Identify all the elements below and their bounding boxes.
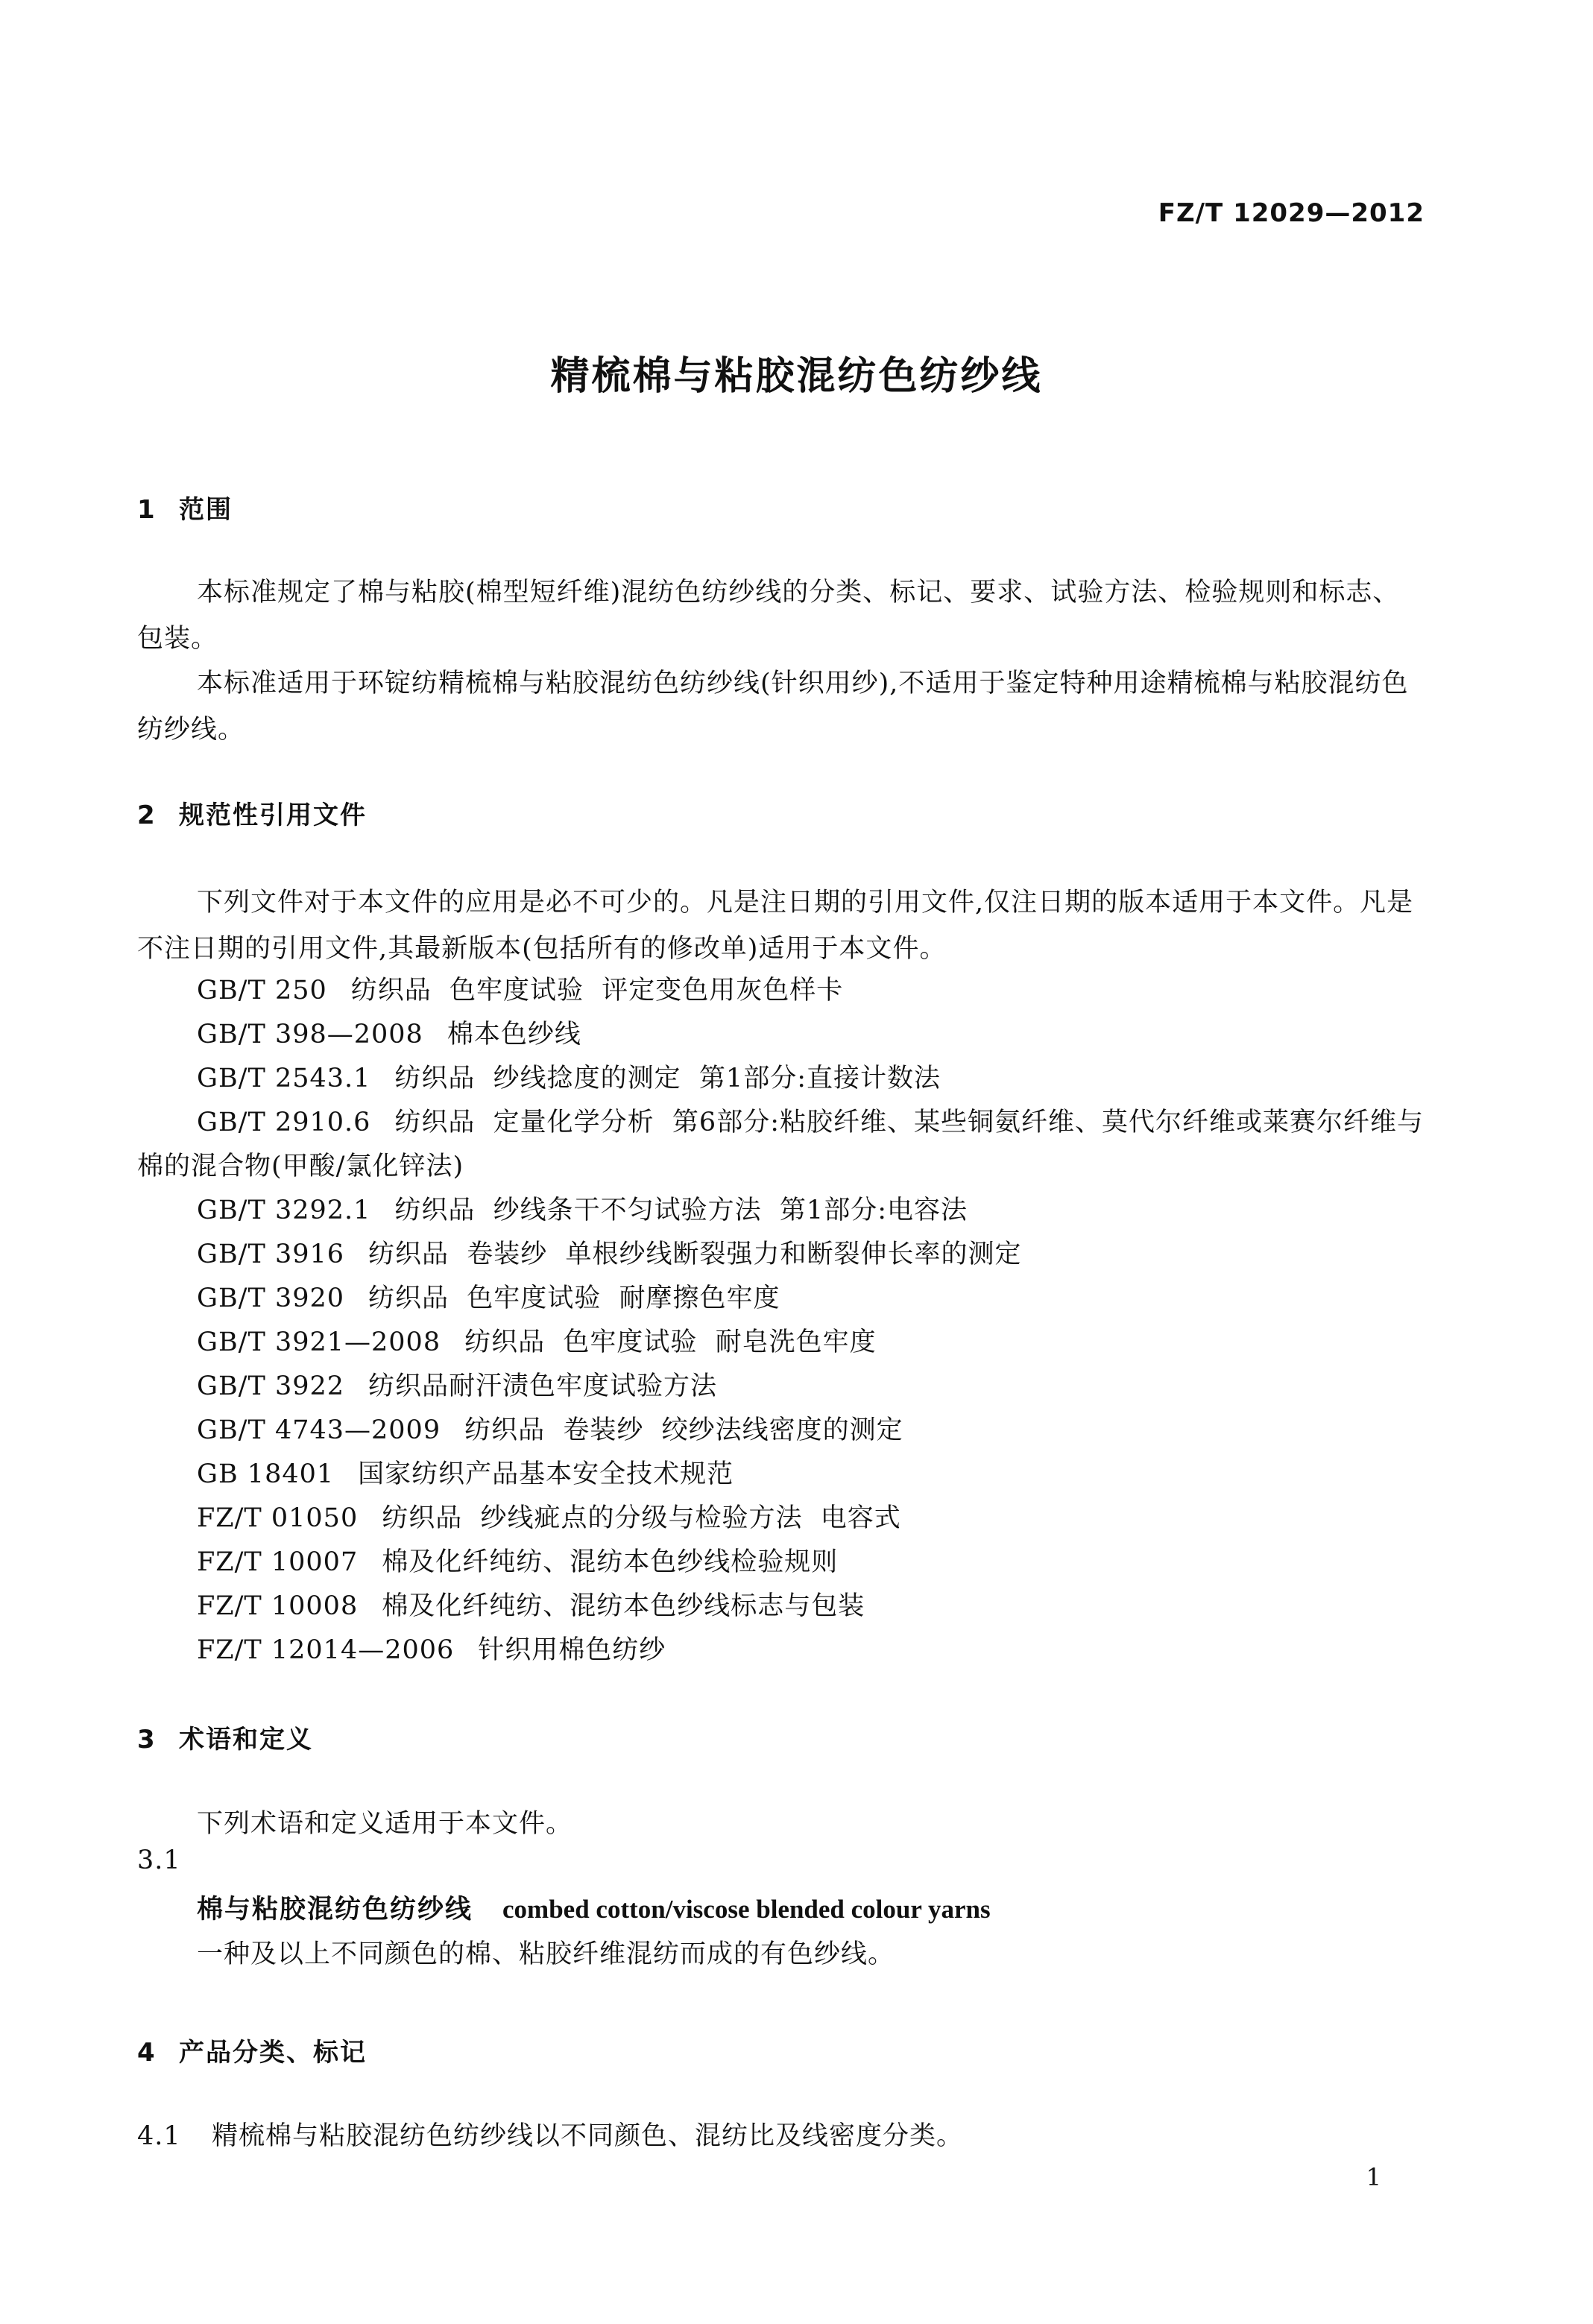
reference-item	[137, 1189, 1425, 1233]
standard-code: FZ/T 12029—2012	[1158, 198, 1425, 228]
reference-item	[137, 1497, 1425, 1541]
reference-title: 纺织品 纱线条干不匀试验方法 第1部分:电容法	[394, 1196, 968, 1225]
reference-title: 国家纺织产品基本安全技术规范	[358, 1459, 734, 1489]
reference-code: FZ/T 10008	[197, 1591, 359, 1621]
reference-title: 棉及化纤纯纺、混纺本色纱线检验规则	[382, 1547, 839, 1577]
reference-item	[137, 1013, 1425, 1057]
reference-item	[137, 1409, 1425, 1453]
reference-title: 纺织品 色牢度试验 评定变色用灰色样卡	[350, 976, 844, 1005]
reference-title: 棉本色纱线	[447, 1020, 581, 1049]
term-number: 3.1	[137, 1845, 181, 1875]
reference-item	[137, 1629, 1425, 1673]
reference-item	[137, 969, 1425, 1013]
section-3-heading	[137, 1719, 313, 1755]
reference-code: GB/T 2910.6	[197, 1108, 371, 1137]
term-definition: 一种及以上不同颜色的棉、粘胶纤维混纺而成的有色纱线。	[197, 1939, 895, 1969]
reference-code: GB/T 2543.1	[197, 1064, 371, 1093]
reference-item	[137, 1057, 1425, 1101]
reference-title: 纺织品耐汗渍色牢度试验方法	[368, 1371, 718, 1401]
reference-title: 棉及化纤纯纺、混纺本色纱线标志与包装	[382, 1591, 865, 1621]
reference-item	[137, 1453, 1425, 1497]
reference-title: 纺织品 色牢度试验 耐摩擦色牢度	[368, 1283, 780, 1313]
reference-code: GB/T 4743—2009	[197, 1415, 441, 1445]
reference-item	[137, 1585, 1425, 1629]
terms-intro: 下列术语和定义适用于本文件。	[197, 1809, 573, 1839]
page-number: 1	[1366, 2163, 1381, 2191]
section-number: 1	[137, 495, 157, 525]
section-title: 范围	[179, 495, 233, 525]
reference-item	[137, 1541, 1425, 1585]
document-title: 精梳棉与粘胶混纺色纺纱线	[550, 354, 1043, 399]
reference-item	[137, 1101, 1425, 1189]
section-number: 2	[137, 801, 157, 830]
reference-item	[137, 1277, 1425, 1321]
reference-item	[137, 1365, 1425, 1409]
clause-number: 4.1	[137, 2121, 181, 2151]
reference-list	[137, 969, 1425, 1673]
section-title: 规范性引用文件	[179, 801, 367, 830]
reference-title: 纺织品 色牢度试验 耐皂洗色牢度	[464, 1327, 877, 1357]
reference-code: FZ/T 01050	[197, 1503, 359, 1533]
reference-code: GB/T 3916	[197, 1240, 345, 1269]
section-1-heading	[137, 489, 233, 525]
reference-code: FZ/T 10007	[197, 1547, 359, 1577]
reference-title: 纺织品 卷装纱 单根纱线断裂强力和断裂伸长率的测定	[368, 1240, 1022, 1269]
scope-paragraph-2: 本标准适用于环锭纺精梳棉与粘胶混纺色纺纱线(针织用纱),不适用于鉴定特种用途精梳棉与粘胶混纺色纺纱线。	[137, 669, 1409, 745]
reference-code: FZ/T 12014—2006	[197, 1635, 455, 1665]
clause-text: 精梳棉与粘胶混纺色纺纱线以不同颜色、混纺比及线密度分类。	[212, 2121, 964, 2151]
reference-title: 纺织品 纱线疵点的分级与检验方法 电容式	[382, 1503, 901, 1533]
reference-code: GB/T 3920	[197, 1283, 345, 1313]
references-intro: 下列文件对于本文件的应用是必不可少的。凡是注日期的引用文件,仅注日期的版本适用于本文件。凡是不注日期的引用文件,其最新版本(包括所有的修改单)适用于本文件。	[137, 888, 1414, 964]
reference-code: GB/T 3292.1	[197, 1196, 371, 1225]
reference-code: GB/T 398—2008	[197, 1020, 423, 1049]
reference-title: 针织用棉色纺纱	[478, 1635, 666, 1665]
reference-item	[137, 1233, 1425, 1277]
clause-4-1	[137, 2115, 963, 2153]
section-number: 3	[137, 1725, 157, 1755]
reference-title: 纺织品 卷装纱 绞纱法线密度的测定	[464, 1415, 903, 1445]
reference-code: GB 18401	[197, 1459, 335, 1489]
reference-item	[137, 1321, 1425, 1365]
reference-code: GB/T 3921—2008	[197, 1327, 441, 1357]
term-entry	[197, 1889, 991, 1926]
term-name-chinese: 棉与粘胶混纺色纺纱线	[197, 1895, 473, 1924]
reference-title: 纺织品 定量化学分析 第6部分:粘胶纤维、某些铜氨纤维、莫代尔纤维或莱赛尔纤维与棉的混合物(甲酸/氯化锌法)	[137, 1108, 1424, 1181]
section-4-heading	[137, 2032, 367, 2068]
section-2-heading	[137, 795, 367, 831]
term-name-english: combed cotton/viscose blended colour yarns	[502, 1895, 991, 1924]
reference-code: GB/T 3922	[197, 1371, 345, 1401]
reference-title: 纺织品 纱线捻度的测定 第1部分:直接计数法	[394, 1064, 941, 1093]
section-title: 术语和定义	[179, 1725, 313, 1755]
scope-paragraph-1: 本标准规定了棉与粘胶(棉型短纤维)混纺色纺纱线的分类、标记、要求、试验方法、检验规则和标志、包装。	[137, 578, 1400, 654]
section-number: 4	[137, 2038, 157, 2068]
reference-code: GB/T 250	[197, 976, 327, 1005]
section-title: 产品分类、标记	[179, 2038, 367, 2068]
